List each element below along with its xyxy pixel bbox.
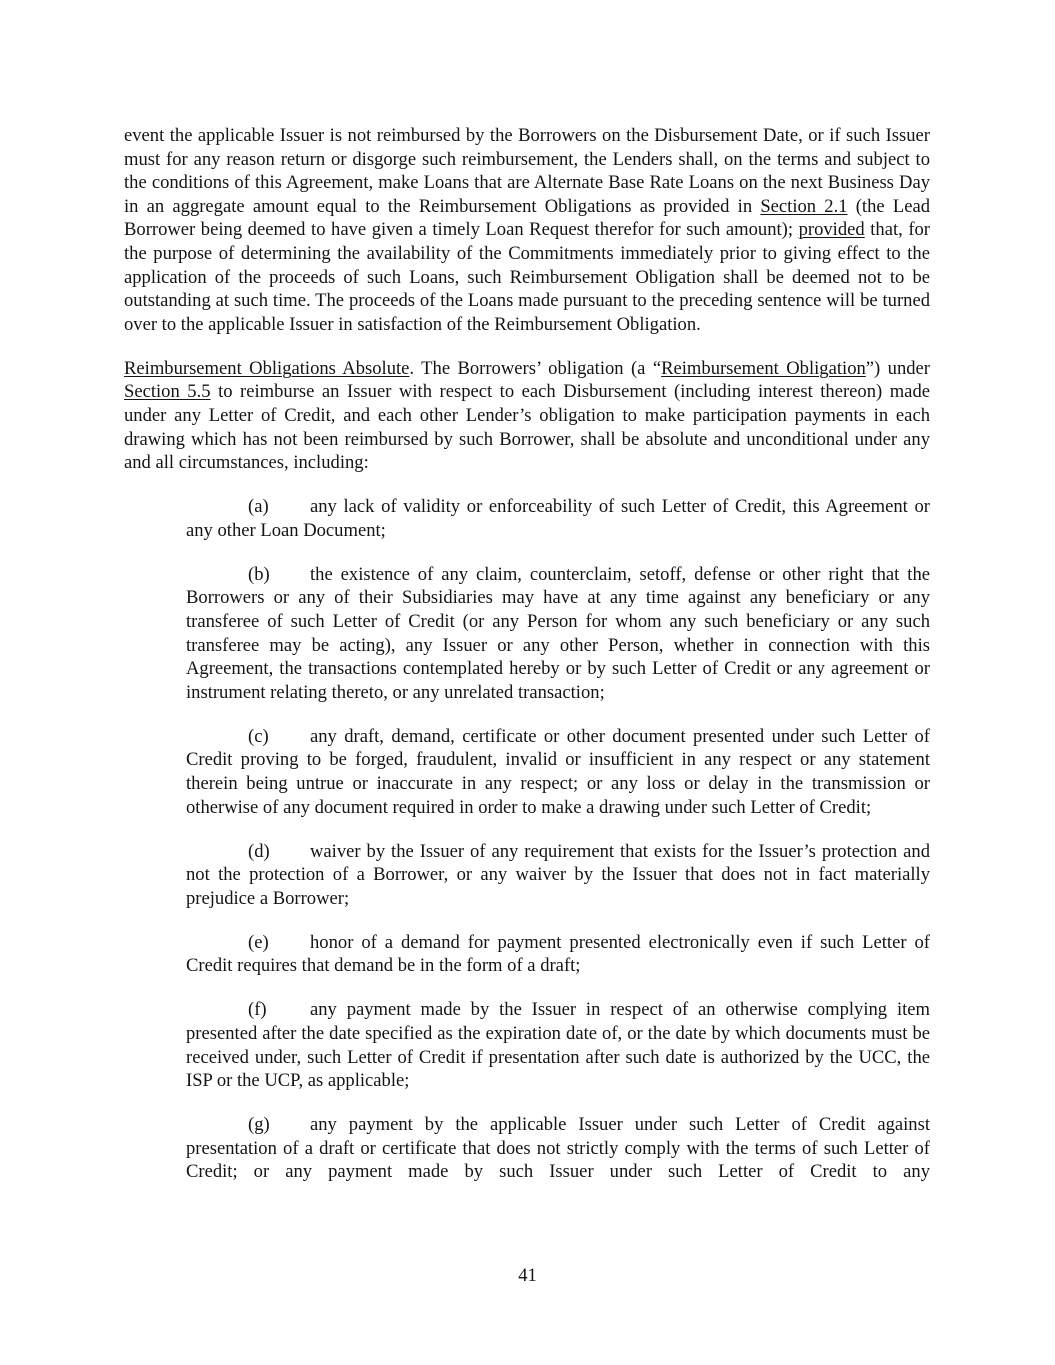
item-label: (a) — [248, 496, 269, 518]
item-text: any lack of validity or enforceability of such Letter of Credit, this Agreement or any other Loan Document; — [186, 496, 930, 541]
list-item-b — [186, 563, 930, 705]
list-item-f — [186, 998, 930, 1092]
text-run: that, for the purpose of determining the availability of the Commitments immediately prior to giving effect to the application of the proceeds of such Loans, such Reimbursement Obligation shall be deemed not to be outstanding at such time. The proceeds of the Loans made pursuant to the preceding sentence will be turned over to the applicable Issuer in satisfaction of the Reimbursement Obligation. — [124, 219, 930, 335]
item-text: the existence of any claim, counterclaim, setoff, defense or other right that the Borrowers or any of their Subsidiaries may have at any time against any beneficiary or any transferee of such Letter of Credit (or any Person for whom any such beneficiary or any such transferee may be acting), any Issuer or any other Person, whether in connection with this Agreement, the transactions contemplated hereby or by such Letter of Credit or any agreement or instrument relating thereto, or any unrelated transaction; — [186, 563, 930, 703]
paragraph-disbursement-loans — [124, 124, 930, 336]
item-label: (d) — [248, 840, 270, 862]
item-text: any payment by the applicable Issuer under such Letter of Credit against presentation of a draft or certificate that does not strictly comply with the terms of such Letter of Credit; or any payment made by such Issuer under such Letter of Credit to any — [186, 1114, 930, 1183]
item-text: waiver by the Issuer of any requirement that exists for the Issuer’s protection and not the protection of a Borrower, or any waiver by the Issuer that does not in fact materially prejudice a Borrower; — [186, 840, 930, 909]
document-page — [124, 124, 930, 1204]
text-run: ”) under — [865, 357, 930, 379]
item-text: any draft, demand, certificate or other document presented under such Letter of Credit proving to be forged, fraudulent, invalid or insufficient in any respect or any statement therein being untrue or inaccurate in any respect; or any loss or delay in the transmission or otherwise of any document required in order to make a drawing under such Letter of Credit; — [186, 725, 930, 818]
text-run: event the applicable Issuer is not reimbursed by the Borrowers on the Disbursement Date, or if such Issuer must for any reason return or disgorge such reimbursement, the Lenders shall, on the terms and subject to the conditions of this Agreement, make Loans that are Alternate Base Rate Loans on the next Business Day in an aggregate amount equal to the Reimbursement Obligations as provided in — [124, 125, 930, 217]
item-label: (g) — [248, 1114, 270, 1136]
section-reference: Section 5.5 — [124, 381, 211, 403]
list-item-c — [186, 725, 930, 819]
paragraph-reimbursement-obligations-absolute — [124, 357, 930, 475]
item-label: (e) — [248, 931, 269, 953]
text-run: (the Lead Borrower being deemed to have given a timely Loan Request therefor for such amount); — [124, 195, 930, 241]
section-reference: Section 2.1 — [760, 195, 848, 217]
item-label: (b) — [248, 563, 270, 585]
item-label: (f) — [248, 999, 267, 1021]
list-item-g — [186, 1113, 930, 1184]
defined-term: Reimbursement Obligation — [661, 357, 866, 379]
item-text: honor of a demand for payment presented electronically even if such Letter of Credit requires that demand be in the form of a draft; — [186, 931, 930, 977]
text-run: . The Borrowers’ obligation (a “ — [409, 357, 662, 379]
item-label: (c) — [248, 725, 269, 747]
text-run: to reimburse an Issuer with respect to each Disbursement (including interest thereon) made under any Letter of Credit, and each other Lender’s obligation to make participation payments in each drawing which has not been reimbursed by such Borrower, shall be absolute and unconditional under any and all circumstances, including: — [124, 381, 930, 474]
list-item-a — [186, 495, 930, 542]
section-heading: Reimbursement Obligations Absolute — [124, 357, 410, 379]
list-item-d — [186, 840, 930, 911]
item-text: any payment made by the Issuer in respect of an otherwise complying item presented after the date specified as the expiration date of, or the date by which documents must be received under, such Letter of Credit if presentation after such date is authorized by the UCC, the ISP or the UCP, as applicable; — [186, 999, 930, 1092]
page-number: 41 — [518, 1265, 537, 1286]
provided-term: provided — [798, 219, 865, 241]
list-item-e — [186, 931, 930, 978]
